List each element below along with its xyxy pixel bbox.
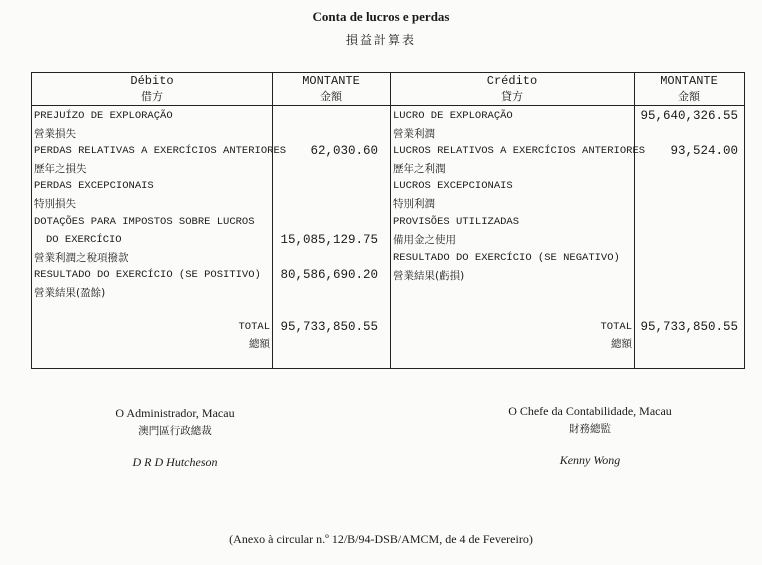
credit-row-amount: 93,524.00 bbox=[670, 144, 738, 158]
credit-row-label-zh: 營業利潤 bbox=[393, 128, 435, 140]
credit-row-label: LUCRO DE EXPLORAÇÃO bbox=[393, 110, 513, 122]
debit-row-label: PERDAS EXCEPCIONAIS bbox=[34, 180, 154, 192]
debit-row-label: PERDAS RELATIVAS A EXERCÍCIOS ANTERIORES bbox=[34, 145, 287, 157]
debit-amount-header-label-zh: 金額 bbox=[320, 90, 342, 103]
debit-row-label: RESULTADO DO EXERCÍCIO (SE POSITIVO) bbox=[34, 269, 261, 281]
document-title: Conta de lucros e perdas bbox=[312, 9, 450, 24]
debit-total-label-zh: 總額 bbox=[249, 338, 270, 350]
credit-row-label: PROVISÕES UTILIZADAS bbox=[393, 216, 520, 228]
annex-note: (Anexo à circular n.º 12/B/94-DSB/AMCM, de 4 de Fevereiro) bbox=[229, 532, 533, 546]
document-subtitle-zh: 損益計算表 bbox=[345, 33, 416, 47]
debit-header bbox=[32, 74, 272, 104]
credit-row-amount: 95,640,326.55 bbox=[640, 109, 738, 123]
column-divider bbox=[634, 73, 635, 368]
credit-header bbox=[390, 74, 634, 104]
credit-row-label-zh: 歷年之利潤 bbox=[393, 163, 446, 175]
credit-header-label-zh: 貸方 bbox=[501, 90, 523, 103]
debit-row-amount: 62,030.60 bbox=[310, 144, 378, 158]
accountant-role: O Chefe da Contabilidade, Macau bbox=[508, 404, 672, 418]
debit-row-label: PREJUÍZO DE EXPLORAÇÃO bbox=[34, 110, 173, 122]
debit-row-label-zh: 歷年之損失 bbox=[34, 163, 87, 175]
debit-row-amount: 80,586,690.20 bbox=[280, 268, 378, 282]
debit-row-amount: 15,085,129.75 bbox=[280, 233, 378, 247]
profit-loss-table bbox=[31, 72, 745, 369]
credit-total-label bbox=[390, 319, 632, 353]
credit-row-label: LUCROS RELATIVOS A EXERCÍCIOS ANTERIORES bbox=[393, 145, 646, 157]
debit-row-label: DOTAÇÕES PARA IMPOSTOS SOBRE LUCROS bbox=[34, 216, 255, 228]
debit-row-label-zh: 營業結果(盈餘) bbox=[34, 287, 106, 299]
debit-total-label-text: TOTAL bbox=[238, 321, 270, 333]
credit-row-label-zh: 營業結果(虧損) bbox=[393, 270, 465, 282]
accountant-name: Kenny Wong bbox=[559, 453, 621, 467]
administrator-name: D R D Hutcheson bbox=[132, 455, 218, 469]
debit-row-label-zh: 營業利潤之稅項撥款 bbox=[34, 252, 129, 264]
debit-amount-header-label: MONTANTE bbox=[302, 74, 360, 88]
debit-row-label-zh: 特別損失 bbox=[34, 198, 76, 210]
debit-row-label-cont: DO EXERCÍCIO bbox=[46, 234, 122, 246]
column-divider bbox=[272, 73, 273, 368]
header-divider bbox=[32, 105, 744, 106]
administrator-role-zh: 澳門區行政總裁 bbox=[138, 425, 212, 437]
credit-total-label-zh: 總額 bbox=[611, 338, 632, 350]
credit-total-label-text: TOTAL bbox=[600, 321, 632, 333]
credit-row-label: RESULTADO DO EXERCÍCIO (SE NEGATIVO) bbox=[393, 252, 620, 264]
credit-row-label: LUCROS EXCEPCIONAIS bbox=[393, 180, 513, 192]
debit-row-label-zh: 營業損失 bbox=[34, 128, 76, 140]
credit-total-amount: 95,733,850.55 bbox=[640, 320, 738, 334]
credit-header-label: Crédito bbox=[486, 74, 538, 88]
credit-row-label-zh: 特別利潤 bbox=[393, 198, 435, 210]
administrator-signature-block bbox=[60, 406, 290, 438]
debit-total-amount: 95,733,850.55 bbox=[280, 320, 378, 334]
accountant-signature-block bbox=[470, 404, 710, 436]
credit-amount-header bbox=[634, 74, 744, 104]
credit-row-label-zh: 備用金之使用 bbox=[393, 234, 456, 246]
accountant-role-zh: 財務總監 bbox=[569, 423, 611, 435]
administrator-role: O Administrador, Macau bbox=[115, 406, 235, 420]
credit-amount-header-label: MONTANTE bbox=[660, 74, 718, 88]
debit-amount-header bbox=[272, 74, 390, 104]
debit-header-label-zh: 借方 bbox=[141, 90, 163, 103]
credit-amount-header-label-zh: 金額 bbox=[678, 90, 700, 103]
debit-total-label bbox=[32, 319, 270, 353]
debit-header-label: Débito bbox=[130, 74, 174, 88]
